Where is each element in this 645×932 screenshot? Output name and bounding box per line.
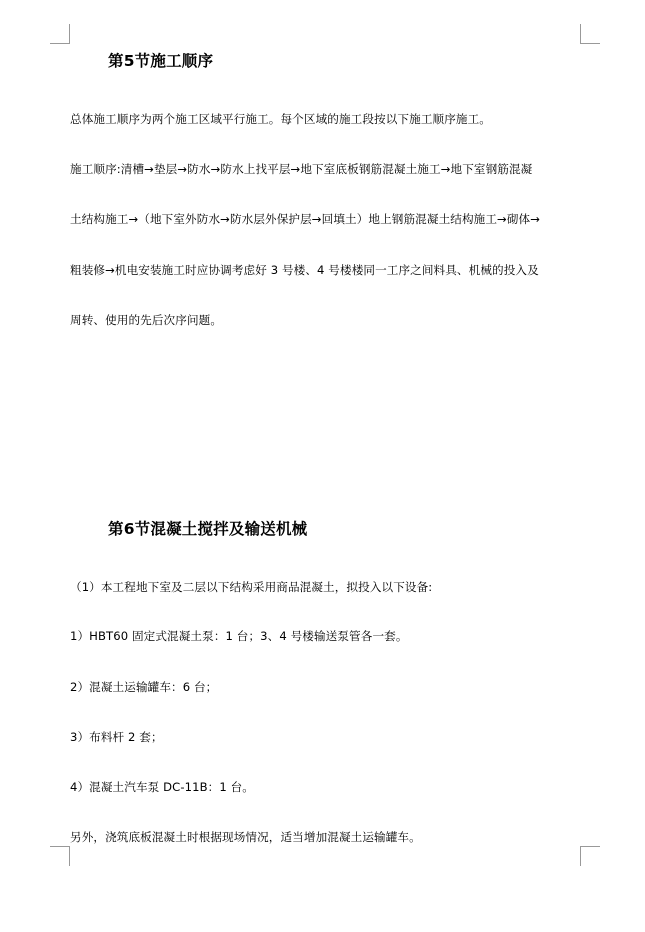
section-5-paragraph-line: 施工顺序:清槽→垫层→防水→防水上找平层→地下室底板钢筋混凝土施工→地下室钢筋混凝 [70,162,533,176]
section-6-paragraph-line: 另外，浇筑底板混凝土时根据现场情况，适当增加混凝土运输罐车。 [70,830,421,844]
section-6-list-item: 2）混凝土运输罐车：6 台； [70,680,218,694]
section-6-paragraph-line: （1）本工程地下室及二层以下结构采用商品混凝土，拟投入以下设备: [70,580,433,594]
section-6-list-item: 1）HBT60 固定式混凝土泵：1 台；3、4 号楼输送泵管各一套。 [70,629,408,643]
page-corner-mark-bottom-left [50,846,70,866]
section-5-paragraph-line: 总体施工顺序为两个施工区域平行施工。每个区域的施工段按以下施工顺序施工。 [70,112,491,126]
section-5-paragraph-line: 土结构施工→（地下室外防水→防水层外保护层→回填土）地上钢筋混凝土结构施工→砌体→ [70,212,541,226]
section-5-paragraph-line: 周转、使用的先后次序问题。 [70,313,223,327]
section-5-heading: 第5节施工顺序 [108,52,214,70]
section-6-heading: 第6节混凝土搅拌及输送机械 [108,520,308,538]
section-5-paragraph-line: 粗装修→机电安装施工时应协调考虑好 3 号楼、4 号楼楼同一工序之间料具、机械的投入及 [70,263,539,277]
section-6-list-item: 4）混凝土汽车泵 DC-11B：1 台。 [70,780,254,794]
section-6-list-item: 3）布料杆 2 套； [70,730,163,744]
page-corner-mark-bottom-right [580,846,600,866]
page-corner-mark-top-right [580,24,600,44]
page-corner-mark-top-left [50,24,70,44]
